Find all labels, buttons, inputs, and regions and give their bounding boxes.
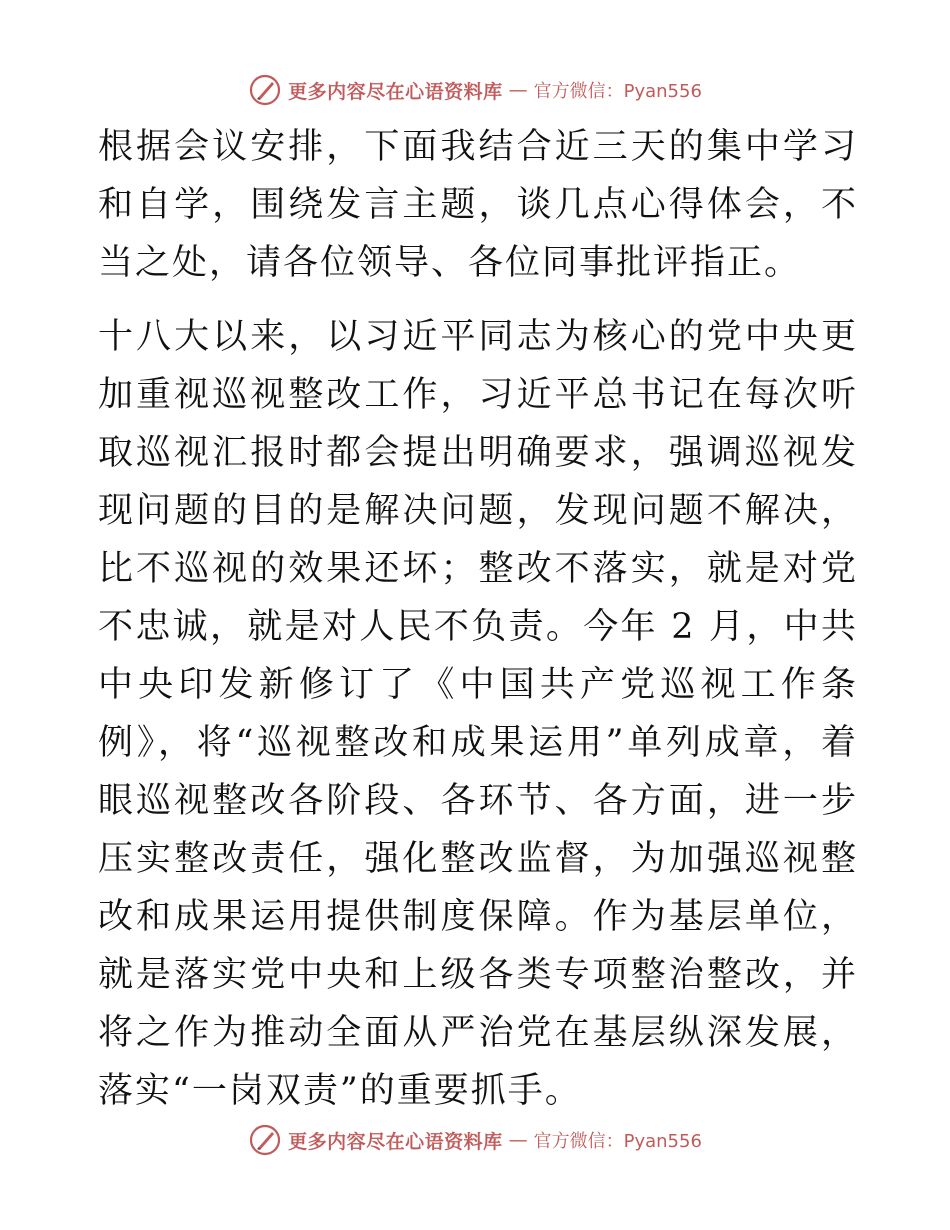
watermark-dash: — xyxy=(508,1129,528,1151)
quill-pen-logo-icon xyxy=(248,1123,282,1157)
watermark-brand-text: 更多内容尽在心语资料库 xyxy=(288,1130,503,1153)
header-watermark xyxy=(0,70,950,110)
watermark-wechat-text: 官方微信：Pyan556 xyxy=(533,1131,702,1152)
paragraph-intro: 根据会议安排，下面我结合近三天的集中学习和自学，围绕发言主题，谈几点心得体会，不当之处，请各位领导、各位同事批评指正。 xyxy=(98,127,858,283)
paragraph-main: 十八大以来，以习近平同志为核心的党中央更加重视巡视整改工作，习近平总书记在每次听取巡视汇报时都会提出明确要求，强调巡视发现问题的目的是解决问题，发现问题不解决，比不巡视的效果还坏；整改不落实，就是对党不忠诚，就是对人民不负责。今年 2 月，中共中央印发新修订了《中国共产党巡视工作条例》，将“巡视整改和成果运用”单列成章，着眼巡视整改各阶段、各环节、各方面，进一步压实整改责任，强化整改监督，为加强巡视整改和成果运用提供制度保障。作为基层单位，就是落实党中央和上级各类专项整治整改，并将之作为推动全面从严治党在基层纵深发展，落实“一岗双责”的重要抓手。 xyxy=(98,317,858,1111)
watermark-brand-text: 更多内容尽在心语资料库 xyxy=(288,80,503,103)
quill-pen-logo-icon xyxy=(248,73,282,107)
footer-watermark xyxy=(0,1120,950,1160)
watermark-wechat-text: 官方微信：Pyan556 xyxy=(533,81,702,102)
watermark-dash: — xyxy=(508,79,528,101)
